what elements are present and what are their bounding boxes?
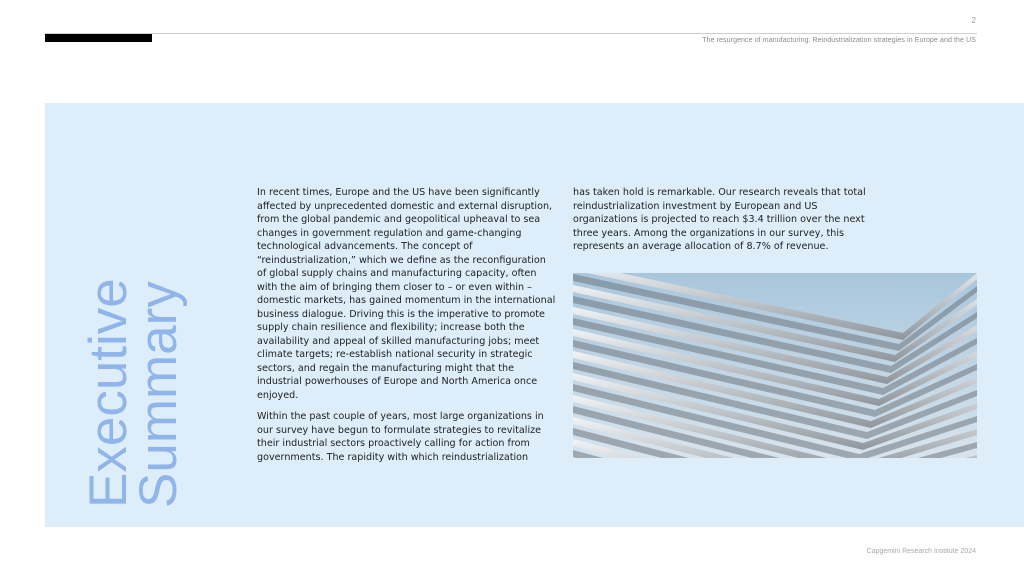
footer-credit: Capgemini Research Institute 2024: [866, 548, 976, 555]
header-rule: [45, 33, 977, 34]
paragraph-1: In recent times, Europe and the US have been significantly affected by unprecedented domestic and external disruption, from the global pandemic and geopolitical upheaval to sea changes in government regulation and game-changing technological advancements. The concept of “reindustrialization,” which we define as the reconfiguration of global supply chains and manufacturing capacity, often with the aim of bringing them closer to – or even within – domestic markets, has gained momentum in the international business dialogue. Driving this is the imperative to promote supply chain resilience and flexibility; increase both the availability and appeal of skilled manufacturing jobs; meet climate targets; re-establish national security in strategic sectors, and regain the manufacturing might that the industrial powerhouses of Europe and North America once enjoyed.: [257, 187, 556, 401]
section-title: [79, 238, 188, 508]
paragraph-2: Within the past couple of years, most large organizations in our survey have begun to formulate strategies to revitalize their industrial sectors proactively calling for action from governments. The rapidity with which reindustrialization: [257, 411, 544, 463]
header-accent-bar: [45, 34, 152, 42]
page-number: 2: [971, 16, 976, 25]
section-title-line2: Summary: [129, 281, 188, 508]
paragraph-3: has taken hold is remarkable. Our research reveals that total reindustrialization investment by European and US organizations is projected to reach $3.4 trillion over the next three years. Among the organizations in our survey, this represents an average allocation of 8.7% of revenue.: [573, 187, 866, 252]
body-column-left: [257, 186, 557, 472]
section-title-line1: Executive: [79, 278, 138, 508]
architecture-photo: [573, 273, 977, 458]
body-column-right: [573, 186, 873, 262]
running-title: The resurgence of manufacturing: Reindustrialization strategies in Europe and the US: [702, 37, 976, 44]
